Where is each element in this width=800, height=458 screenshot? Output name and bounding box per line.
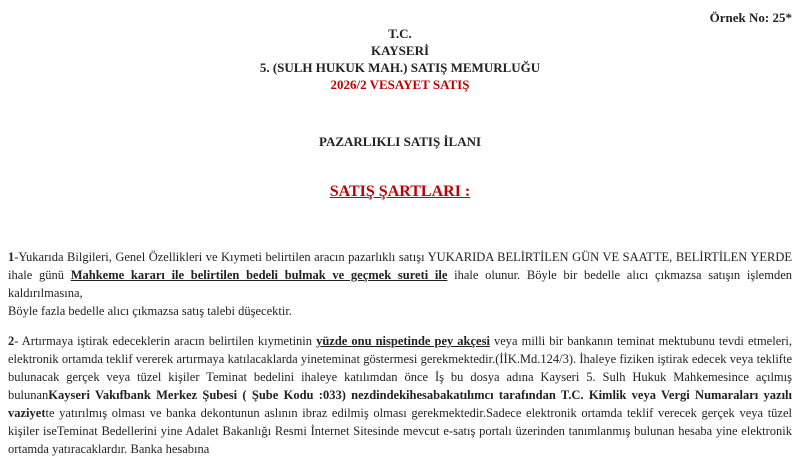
paragraph-text: ihale olunur. Böyle bir bedelle alıcı çıkmazsa satışın işlemden kaldırılmasına,	[8, 268, 793, 300]
paragraph-text: te yatırılmış olması ve banka dekontunun aslının ibraz edilmiş olması gerekmektedir.Sadece elektronik ortamda teklif verecek gerçek veya tüzel kişiler iseTeminat Bedellerini yine Adalet Bakanlığı Resmi İnternet Sitesinde mevcut e-satış portalı üzerinden tanımlanmış bulunan hesaba yine elektronik ortamda yatıracaklardır. Banka hesabına	[8, 406, 792, 456]
paragraph-number: 1	[8, 250, 15, 264]
sale-conditions-title: SATIŞ ŞARTLARI :	[329, 183, 471, 200]
bank-account-text: Kayseri Vakıfbank Merkez Şubesi ( Şube Kodu :033) nezdindekihesabakatılımcı tarafından T.C. Kimlik veya Vergi Numaraları yazılı vaziyet	[8, 388, 792, 420]
emphasized-text: yüzde onu nispetinde pey akçesi	[316, 334, 490, 348]
condition-paragraph-1	[8, 248, 792, 320]
paragraph-text: -Yukarıda Bilgileri, Genel Özellikleri ve Kıymeti belirtilen aracın pazarlıklı satışı YUKARIDA BELİRTİLEN GÜN VE SAATTE, BELİRTİLEN YERDE ihale günü	[8, 250, 792, 282]
paragraph-text: - Artırmaya iştirak edeceklerin aracın belirtilen kıymetinin	[14, 334, 317, 348]
header-city: KAYSERİ	[370, 43, 430, 58]
paragraph-text: Böyle fazla bedelle alıcı çıkmazsa satış talebi düşecektir.	[8, 304, 292, 318]
emphasized-text: Mahkeme kararı ile belirtilen bedeli bulmak ve geçmek sureti ile	[70, 268, 448, 282]
announcement-title: PAZARLIKLI SATIŞ İLANI	[318, 134, 482, 149]
example-number: Örnek No: 25*	[709, 10, 792, 25]
paragraph-text: veya milli bir bankanın teminat mektubunu tevdi etmeleri, elektronik ortamda teklif vererek artırmaya katılacaklarda yineteminat göstermesi gerekmektedir.(İİK.Md.124/3). İhaleye fiziken iştirak edecek veya teklifte bulunacak gerçek veya tüzel kişiler Teminat bedelini ihaleye katılımdan önce İş bu dosya adına Kayseri 5. Sulh Hukuk Mahkemesince açılmış bulunan	[8, 334, 793, 402]
conditions-body	[8, 248, 792, 458]
header-file-number: 2026/2 VESAYET SATIŞ	[330, 77, 470, 92]
header-republic: T.C.	[388, 26, 412, 41]
header-office: 5. (SULH HUKUK MAH.) SATIŞ MEMURLUĞU	[259, 60, 541, 75]
document-header	[0, 25, 800, 93]
paragraph-number: 2	[8, 334, 15, 348]
condition-paragraph-2	[8, 332, 792, 458]
